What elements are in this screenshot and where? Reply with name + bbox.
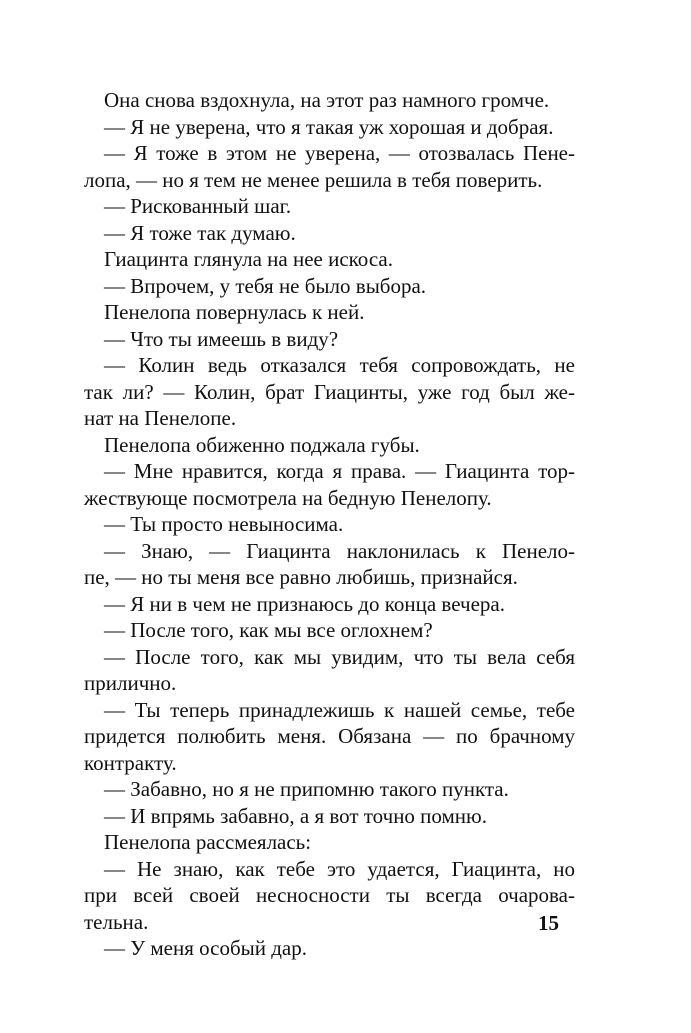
- text-line: — Рискованный шаг.: [104, 194, 292, 218]
- text-line: — Колин ведь отказался тебя сопровождать, не: [104, 353, 575, 377]
- text-line: — Знаю, — Гиацинта наклонилась к Пенело-: [104, 538, 575, 563]
- page-text: [84, 87, 575, 962]
- text-line: Пенелопа рассмеялась:: [104, 830, 312, 854]
- text-line: Гиацинта глянула на нее искоса.: [104, 247, 393, 271]
- text-line: — Я тоже в этом не уверена, — отозвалась Пене-: [104, 141, 575, 165]
- text-line: Пенелопа повернулась к ней.: [104, 300, 365, 324]
- text-line: жествующе посмотрела на бедную Пенелопу.: [84, 485, 492, 510]
- text-line: контракту.: [84, 750, 177, 775]
- text-line: при всей своей несносности ты всегда очарова-: [84, 883, 575, 907]
- text-line: — Я ни в чем не признаюсь до конца вечера.: [104, 591, 505, 616]
- text-line: так ли? — Колин, брат Гиацинты, уже год был же-: [84, 379, 575, 404]
- text-line: — И впрямь забавно, а я вот точно помню.: [104, 803, 487, 828]
- text-line: — После того, как мы все оглохнем?: [104, 618, 433, 642]
- text-line: — Мне нравится, когда я права. — Гиацинта тор-: [104, 459, 575, 483]
- text-line: — Я тоже так думаю.: [104, 220, 296, 245]
- text-line: — Ты теперь принадлежишь к нашей семье, тебе: [104, 697, 575, 722]
- text-line: — Я не уверена, что я такая уж хорошая и добрая.: [104, 114, 554, 139]
- text-line: — Не знаю, как тебе это удается, Гиацинта, но: [104, 856, 575, 881]
- text-line: — Впрочем, у тебя не было выбора.: [104, 273, 427, 298]
- text-line: тельна.: [84, 909, 149, 934]
- text-line: пе, — но ты меня все равно любишь, признайся.: [84, 565, 518, 589]
- text-line: — Ты просто невыносима.: [104, 512, 344, 536]
- text-line: Пенелопа обиженно поджала губы.: [104, 432, 420, 457]
- text-line: нат на Пенелопе.: [84, 406, 237, 430]
- text-line: лопа, — но я тем не менее решила в тебя поверить.: [84, 167, 543, 192]
- text-line: — Что ты имеешь в виду?: [104, 326, 339, 351]
- text-line: придется полюбить меня. Обязана — по брачному: [84, 724, 575, 748]
- text-line: Она снова вздохнула, на этот раз намного громче.: [104, 88, 550, 112]
- text-line: прилично.: [84, 671, 177, 695]
- text-line: — Забавно, но я не припомню такого пункта.: [104, 777, 509, 801]
- text-line: — После того, как мы увидим, что ты вела себя: [104, 644, 575, 669]
- page-number: 15: [538, 911, 559, 935]
- text-line: — У меня особый дар.: [104, 936, 308, 960]
